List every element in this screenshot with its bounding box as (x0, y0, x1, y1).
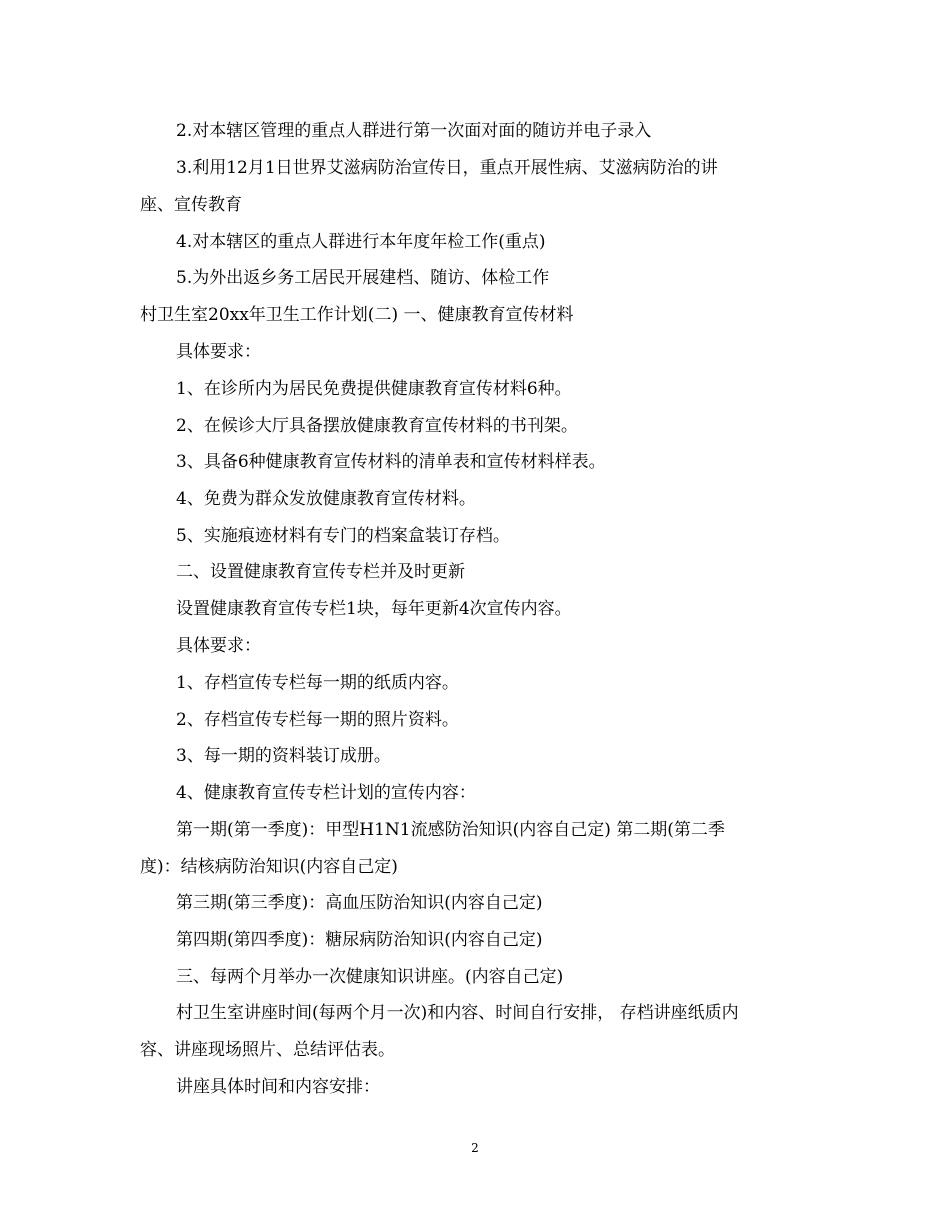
text-line: 第一期(第一季度)：甲型H1N1流感防治知识(内容自己定) 第二期(第二季 (176, 820, 725, 840)
text-line: 讲座具体时间和内容安排： (176, 1077, 380, 1097)
text-line: 3、具备6种健康教育宣传材料的清单表和宣传材料样表。 (176, 452, 606, 472)
text-line: 座、宣传教育 (140, 195, 242, 215)
text-line: 3.利用12月1日世界艾滋病防治宣传日，重点开展性病、艾滋病防治的讲 (176, 158, 718, 178)
text-line: 设置健康教育宣传专栏1块，每年更新4次宣传内容。 (176, 599, 572, 619)
text-line: 村卫生室讲座时间(每两个月一次)和内容、时间自行安排， 存档讲座纸质内 (176, 1003, 739, 1023)
text-line: 度)：结核病防治知识(内容自己定) (140, 857, 398, 877)
text-line: 3、每一期的资料装订成册。 (176, 746, 391, 766)
section-heading: 三、每两个月举办一次健康知识讲座。(内容自己定) (176, 967, 564, 987)
text-line: 第三期(第三季度)：高血压防治知识(内容自己定) (176, 893, 543, 913)
section-heading: 村卫生室20xx年卫生工作计划(二) 一、健康教育宣传材料 (140, 305, 574, 325)
text-line: 容、讲座现场照片、总结评估表。 (140, 1040, 395, 1060)
text-line: 4.对本辖区的重点人群进行本年度年检工作(重点) (176, 232, 546, 252)
section-heading: 二、设置健康教育宣传专栏并及时更新 (176, 562, 465, 582)
text-line: 2、在候诊大厅具备摆放健康教育宣传材料的书刊架。 (176, 416, 578, 436)
text-line: 2.对本辖区管理的重点人群进行第一次面对面的随访并电子录入 (176, 121, 652, 141)
text-line: 1、存档宣传专栏每一期的纸质内容。 (176, 673, 459, 693)
text-line: 5.为外出返乡务工居民开展建档、随访、体检工作 (176, 268, 550, 288)
text-line: 2、存档宣传专栏每一期的照片资料。 (176, 710, 459, 730)
text-line: 具体要求： (176, 636, 261, 656)
text-line: 具体要求： (176, 342, 261, 362)
text-line: 第四期(第四季度)：糖尿病防治知识(内容自己定) (176, 930, 543, 950)
text-line: 1、在诊所内为居民免费提供健康教育宣传材料6种。 (176, 379, 572, 399)
text-line: 4、免费为群众发放健康教育宣传材料。 (176, 489, 476, 509)
text-line: 5、实施痕迹材料有专门的档案盒装订存档。 (176, 526, 510, 546)
page-number: 2 (471, 1141, 479, 1155)
text-line: 4、健康教育宣传专栏计划的宣传内容： (176, 783, 476, 803)
